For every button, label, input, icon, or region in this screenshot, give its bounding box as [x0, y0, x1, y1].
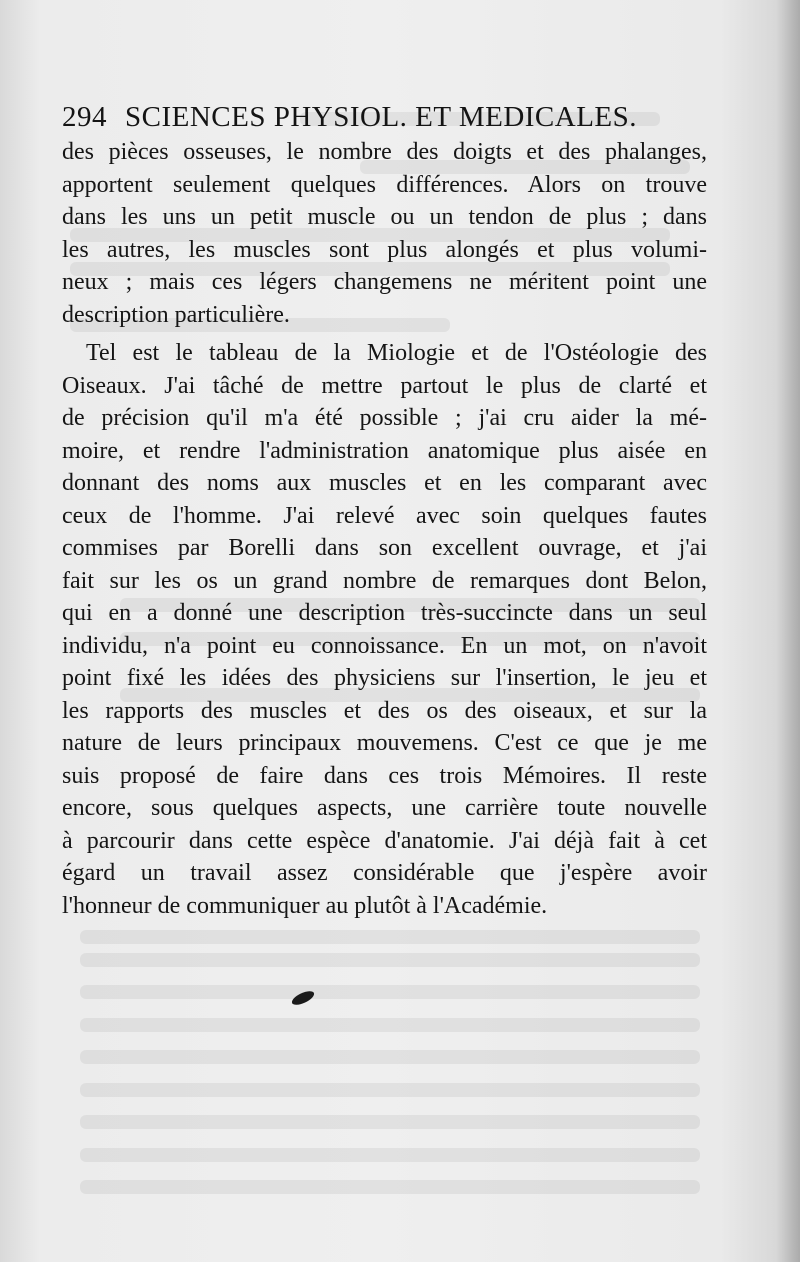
- text-line: moire, et rendre l'administration anatomique plus aisée en: [62, 437, 707, 464]
- text-line: individu, n'a point eu connoissance. En un mot, on n'avoit: [62, 632, 707, 659]
- text-line: fait sur les os un grand nombre de remarques dont Belon,: [62, 567, 707, 594]
- text-line: à parcourir dans cette espèce d'anatomie. J'ai déjà fait à cet: [62, 827, 707, 854]
- body-text: [62, 136, 707, 922]
- running-header: [62, 88, 672, 134]
- paragraph-1: [62, 136, 707, 331]
- text-line: encore, sous quelques aspects, une carrière toute nouvelle: [62, 795, 707, 821]
- text-line: les rapports des muscles et des os des oiseaux, et sur la: [62, 697, 707, 724]
- text-line: l'honneur de communiquer au plutôt à l'Académie.: [62, 892, 548, 919]
- text-line: égard un travail assez considérable que j'espère avoir: [62, 860, 707, 886]
- text-line: apportent seulement quelques différences. Alors on trouve: [62, 171, 707, 198]
- ink-blot: [290, 988, 316, 1007]
- running-title: SCIENCES PHYSIOL. ET MEDICALES.: [125, 101, 638, 133]
- page-edge-shadow: [776, 0, 800, 1262]
- text-line: point fixé les idées des physiciens sur l'insertion, le jeu et: [62, 665, 707, 691]
- text-line: Oiseaux. J'ai tâché de mettre partout le plus de clarté et: [62, 372, 707, 399]
- text-line: donnant des noms aux muscles et en les comparant avec: [62, 470, 707, 496]
- page-number: 294: [62, 101, 107, 133]
- text-line: neux ; mais ces légers changemens ne méritent point une: [62, 269, 707, 295]
- text-line: nature de leurs principaux mouvemens. C'est ce que je me: [62, 730, 707, 756]
- text-line: Tel est le tableau de la Miologie et de l'Ostéologie des: [86, 340, 707, 366]
- text-line: les autres, les muscles sont plus alongés et plus volumi-: [62, 236, 707, 263]
- text-line: ceux de l'homme. J'ai relevé avec soin quelques fautes: [62, 502, 707, 529]
- paragraph-2: [62, 337, 707, 922]
- text-line: suis proposé de faire dans ces trois Mémoires. Il reste: [62, 762, 707, 789]
- text-line: description particulière.: [62, 301, 290, 328]
- text-line: de précision qu'il m'a été possible ; j'ai cru aider la mé-: [62, 405, 707, 431]
- text-line: dans les uns un petit muscle ou un tendon de plus ; dans: [62, 204, 707, 230]
- text-line: commises par Borelli dans son excellent ouvrage, et j'ai: [62, 535, 707, 561]
- text-line: des pièces osseuses, le nombre des doigts et des phalanges,: [62, 139, 707, 165]
- text-line: qui en a donné une description très-succincte dans un seul: [62, 600, 707, 626]
